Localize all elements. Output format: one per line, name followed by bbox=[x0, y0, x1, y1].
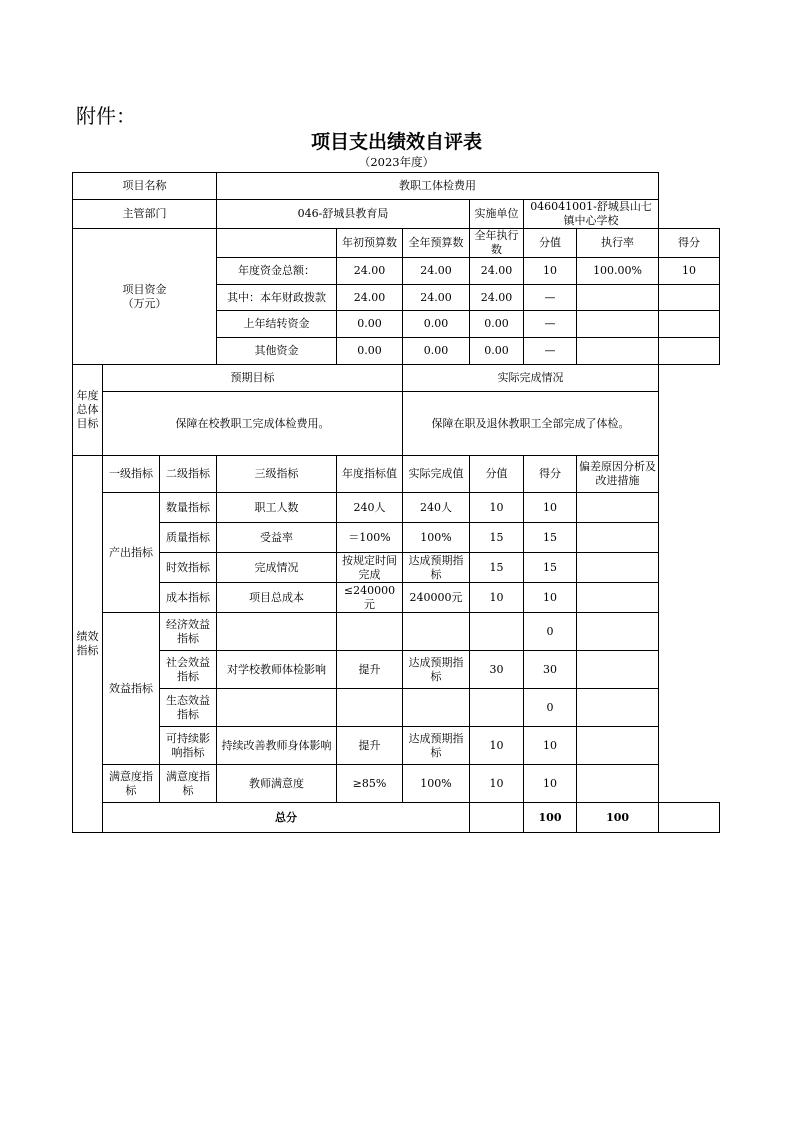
actual-value bbox=[403, 613, 470, 651]
level3-label bbox=[217, 613, 337, 651]
funds-full: 24.00 bbox=[403, 258, 470, 285]
funds-header-score: 得分 bbox=[659, 229, 720, 258]
goals-row bbox=[73, 392, 720, 456]
level2-label: 可持续影响指标 bbox=[160, 727, 217, 765]
actual-value: 达成预期指标 bbox=[403, 651, 470, 689]
document-year: （2023年度） bbox=[358, 155, 435, 169]
score: 15 bbox=[524, 523, 577, 553]
target-value: 240人 bbox=[337, 493, 403, 523]
funds-score-value: — bbox=[524, 285, 577, 311]
target-value: 提升 bbox=[337, 651, 403, 689]
funds-rate bbox=[577, 338, 659, 365]
level3-label bbox=[217, 689, 337, 727]
actual-value: 240000元 bbox=[403, 583, 470, 613]
analysis bbox=[577, 689, 659, 727]
funds-initial: 24.00 bbox=[337, 258, 403, 285]
score-value: 15 bbox=[470, 553, 524, 583]
header-actual: 实际完成值 bbox=[403, 456, 470, 493]
project-name-value: 教职工体检费用 bbox=[217, 173, 659, 200]
funds-initial: 24.00 bbox=[337, 285, 403, 311]
level2-label: 经济效益指标 bbox=[160, 613, 217, 651]
header-analysis: 偏差原因分析及改进措施 bbox=[577, 456, 659, 493]
level3-label: 持续改善教师身体影响 bbox=[217, 727, 337, 765]
evaluation-table bbox=[72, 172, 720, 833]
goals-expected-label: 预期目标 bbox=[103, 365, 403, 392]
funds-full: 0.00 bbox=[403, 338, 470, 365]
funds-score-value: — bbox=[524, 338, 577, 365]
level3-label: 职工人数 bbox=[217, 493, 337, 523]
analysis bbox=[577, 765, 659, 803]
funds-rate bbox=[577, 311, 659, 338]
funds-score-value: — bbox=[524, 311, 577, 338]
document-title: 项目支出绩效自评表 bbox=[310, 131, 482, 153]
goals-header-row bbox=[73, 365, 720, 392]
score-value: 10 bbox=[470, 727, 524, 765]
funds-full: 0.00 bbox=[403, 311, 470, 338]
indicator-row bbox=[73, 765, 720, 803]
funds-row-label: 年度资金总额： bbox=[217, 258, 337, 285]
analysis bbox=[577, 613, 659, 651]
funds-exec: 0.00 bbox=[470, 311, 524, 338]
funds-initial: 0.00 bbox=[337, 338, 403, 365]
target-value bbox=[337, 613, 403, 651]
funds-header-exec: 全年执行数 bbox=[470, 229, 524, 258]
header-target: 年度指标值 bbox=[337, 456, 403, 493]
project-name-row bbox=[73, 173, 720, 200]
level1-label: 满意度指标 bbox=[103, 765, 160, 803]
header-score: 得分 bbox=[524, 456, 577, 493]
indicator-row bbox=[73, 689, 720, 727]
actual-value: 100% bbox=[403, 523, 470, 553]
target-value: 按规定时间完成 bbox=[337, 553, 403, 583]
indicator-row bbox=[73, 583, 720, 613]
analysis bbox=[577, 553, 659, 583]
funds-header-rate: 执行率 bbox=[577, 229, 659, 258]
total-label: 总分 bbox=[103, 803, 470, 833]
level3-label: 完成情况 bbox=[217, 553, 337, 583]
analysis bbox=[577, 651, 659, 689]
funds-label-line1: 项目资金 bbox=[122, 282, 167, 296]
funds-header-row bbox=[73, 229, 720, 258]
actual-value: 达成预期指标 bbox=[403, 727, 470, 765]
score: 15 bbox=[524, 553, 577, 583]
target-value: ≤240000元 bbox=[337, 583, 403, 613]
actual-value: 240人 bbox=[403, 493, 470, 523]
level3-label: 受益率 bbox=[217, 523, 337, 553]
funds-score bbox=[659, 311, 720, 338]
funds-header-score-value: 分值 bbox=[524, 229, 577, 258]
funds-header-full: 全年预算数 bbox=[403, 229, 470, 258]
funds-exec: 24.00 bbox=[470, 258, 524, 285]
indicator-row bbox=[73, 553, 720, 583]
indicator-row bbox=[73, 727, 720, 765]
score-value: 10 bbox=[470, 583, 524, 613]
indicator-row bbox=[73, 523, 720, 553]
score-value bbox=[470, 613, 524, 651]
score: 10 bbox=[524, 493, 577, 523]
score: 10 bbox=[524, 583, 577, 613]
score-value: 10 bbox=[470, 493, 524, 523]
funds-score-value: 10 bbox=[524, 258, 577, 285]
score: 10 bbox=[524, 727, 577, 765]
header-level2: 二级指标 bbox=[160, 456, 217, 493]
score: 10 bbox=[524, 765, 577, 803]
analysis bbox=[577, 727, 659, 765]
total-score-value: 100 bbox=[524, 803, 577, 833]
level2-label: 成本指标 bbox=[160, 583, 217, 613]
goals-actual: 保障在职及退休教职工全部完成了体检。 bbox=[403, 392, 659, 456]
funds-score bbox=[659, 338, 720, 365]
actual-value: 100% bbox=[403, 765, 470, 803]
actual-value: 达成预期指标 bbox=[403, 553, 470, 583]
level2-label: 生态效益指标 bbox=[160, 689, 217, 727]
score: 30 bbox=[524, 651, 577, 689]
funds-exec: 0.00 bbox=[470, 338, 524, 365]
level1-label: 效益指标 bbox=[103, 613, 160, 765]
department-label: 主管部门 bbox=[73, 200, 217, 229]
analysis bbox=[577, 493, 659, 523]
level2-label: 质量指标 bbox=[160, 523, 217, 553]
total-score: 100 bbox=[577, 803, 659, 833]
level2-label: 时效指标 bbox=[160, 553, 217, 583]
level2-label: 社会效益指标 bbox=[160, 651, 217, 689]
level3-label: 教师满意度 bbox=[217, 765, 337, 803]
project-name-label: 项目名称 bbox=[73, 173, 217, 200]
goals-label: 年度总体目标 bbox=[73, 365, 103, 456]
target-value bbox=[337, 689, 403, 727]
unit-value: 046041001-舒城县山七镇中心学校 bbox=[524, 200, 659, 229]
funds-initial: 0.00 bbox=[337, 311, 403, 338]
funds-row-label: 其中：本年财政拨款 bbox=[217, 285, 337, 311]
goals-actual-label: 实际完成情况 bbox=[403, 365, 659, 392]
unit-label: 实施单位 bbox=[470, 200, 524, 229]
score-value: 15 bbox=[470, 523, 524, 553]
score: 0 bbox=[524, 613, 577, 651]
indicators-section-label: 绩效指标 bbox=[73, 456, 103, 833]
indicator-row bbox=[73, 493, 720, 523]
funds-row-label: 上年结转资金 bbox=[217, 311, 337, 338]
indicator-row bbox=[73, 651, 720, 689]
level1-label: 产出指标 bbox=[103, 493, 160, 613]
funds-header-blank bbox=[217, 229, 337, 258]
target-value: 提升 bbox=[337, 727, 403, 765]
header-level1: 一级指标 bbox=[103, 456, 160, 493]
funds-label-line2: （万元） bbox=[122, 296, 167, 310]
score-value: 10 bbox=[470, 765, 524, 803]
actual-value bbox=[403, 689, 470, 727]
department-value: 046-舒城县教育局 bbox=[217, 200, 470, 229]
funds-row-label: 其他资金 bbox=[217, 338, 337, 365]
attachment-label: 附件： bbox=[76, 104, 136, 128]
target-value: ＝100% bbox=[337, 523, 403, 553]
total-blank bbox=[470, 803, 524, 833]
indicator-header-row bbox=[73, 456, 720, 493]
total-analysis bbox=[659, 803, 720, 833]
analysis bbox=[577, 523, 659, 553]
level2-label: 数量指标 bbox=[160, 493, 217, 523]
score-value: 30 bbox=[470, 651, 524, 689]
header-score-value: 分值 bbox=[470, 456, 524, 493]
level2-label: 满意度指标 bbox=[160, 765, 217, 803]
goals-expected: 保障在校教职工完成体检费用。 bbox=[103, 392, 403, 456]
funds-rate: 100.00% bbox=[577, 258, 659, 285]
funds-score: 10 bbox=[659, 258, 720, 285]
funds-full: 24.00 bbox=[403, 285, 470, 311]
funds-score bbox=[659, 285, 720, 311]
target-value: ≥85% bbox=[337, 765, 403, 803]
funds-label bbox=[73, 229, 217, 365]
department-row bbox=[73, 200, 720, 229]
indicator-row bbox=[73, 613, 720, 651]
score: 0 bbox=[524, 689, 577, 727]
total-row bbox=[73, 803, 720, 833]
funds-exec: 24.00 bbox=[470, 285, 524, 311]
analysis bbox=[577, 583, 659, 613]
level3-label: 项目总成本 bbox=[217, 583, 337, 613]
header-level3: 三级指标 bbox=[217, 456, 337, 493]
funds-rate bbox=[577, 285, 659, 311]
level3-label: 对学校教师体检影响 bbox=[217, 651, 337, 689]
funds-header-initial: 年初预算数 bbox=[337, 229, 403, 258]
score-value bbox=[470, 689, 524, 727]
